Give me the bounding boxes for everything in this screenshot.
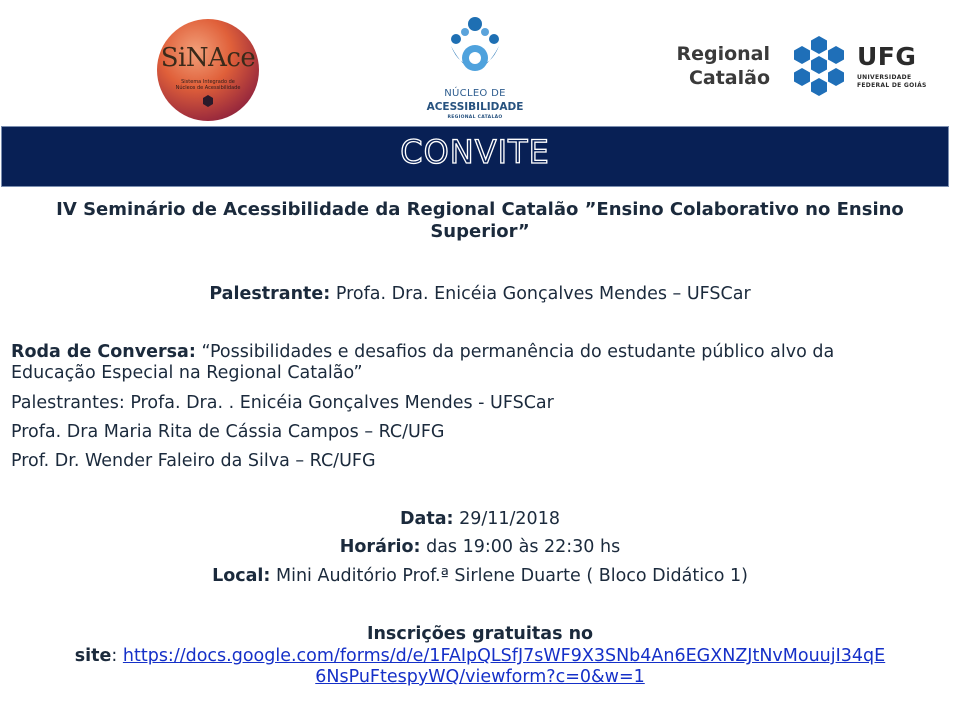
time-line (0, 537, 960, 558)
ufg-logo-subtitle (857, 74, 927, 90)
speaker-value: Profa. Dra. Enicéia Gonçalves Mendes – UFSCar (330, 284, 751, 304)
date-value: 29/11/2018 (453, 509, 560, 529)
event-title-line2: Superior” (430, 221, 530, 242)
sinace-logo-text: SiNAce (160, 43, 256, 73)
regional-catalao-logo (640, 42, 770, 90)
registration-link-line2-wrap (0, 667, 960, 688)
site-line (0, 646, 960, 667)
location-line (0, 566, 960, 587)
ufg-hexagons-icon (786, 34, 852, 100)
ufg-small-mark-icon (202, 95, 214, 109)
site-label: site (74, 646, 112, 666)
logo-row (0, 0, 960, 126)
site-colon: : (111, 646, 123, 666)
regional-logo-line2: Catalão (688, 67, 770, 89)
nucleo-logo-line3: REGIONAL CATALÃO (447, 115, 503, 120)
regional-logo-line1: Regional (676, 43, 770, 65)
nucleo-logo-line2: ACESSIBILIDADE (426, 101, 524, 113)
ufg-subtitle-line2: FEDERAL DE GOIÁS (857, 82, 927, 89)
convite-banner (1, 126, 949, 187)
date-label: Data: (400, 509, 454, 529)
panel-speaker-2: Profa. Dra Maria Rita de Cássia Campos – RC/UFG (11, 422, 445, 442)
roda-line1 (11, 342, 834, 363)
time-value: das 19:00 às 22:30 hs (420, 537, 621, 557)
location-label: Local: (212, 566, 271, 586)
event-title-line1: IV Seminário de Acessibilidade da Regional Catalão ”Ensino Colaborativo no Ensino (56, 199, 904, 220)
ufg-subtitle-line1: UNIVERSIDADE (857, 74, 912, 81)
location-value: Mini Auditório Prof.ª Sirlene Duarte ( Bloco Didático 1) (270, 566, 748, 586)
registration-link-line2[interactable]: 6NsPuFtespyWQ/viewform?c=0&w=1 (315, 667, 645, 687)
sinace-logo-subtitle: Sistema Integrado de Núcleos de Acessibilidade (175, 79, 241, 91)
roda-value-line2: Educação Especial na Regional Catalão” (11, 363, 363, 383)
speaker-label: Palestrante: (209, 284, 331, 304)
ufg-logo-text: UFG (857, 42, 917, 71)
accessibility-people-icon (443, 14, 507, 84)
speaker-line (0, 284, 960, 305)
banner-title: CONVITE (400, 133, 550, 171)
panel-speaker-1: Palestrantes: Profa. Dra. . Enicéia Gonçalves Mendes - UFSCar (11, 393, 554, 413)
roda-label: Roda de Conversa: (11, 342, 196, 362)
registration-link[interactable]: https://docs.google.com/forms/d/e/1FAIpQLSfJ7sWF9X3SNb4An6EGXNZJtNvMouujI34qE (122, 646, 886, 666)
nucleo-acessibilidade-logo (420, 14, 530, 122)
nucleo-logo-line1: NÚCLEO DE (444, 88, 506, 99)
panel-speaker-3: Prof. Dr. Wender Faleiro da Silva – RC/UFG (11, 451, 376, 471)
roda-value-line1: “Possibilidades e desafios da permanência do estudante público alvo da (195, 342, 835, 362)
time-label: Horário: (339, 537, 421, 557)
registration-line: Inscrições gratuitas no (366, 624, 594, 644)
date-line (0, 509, 960, 530)
sinace-logo (157, 19, 259, 121)
